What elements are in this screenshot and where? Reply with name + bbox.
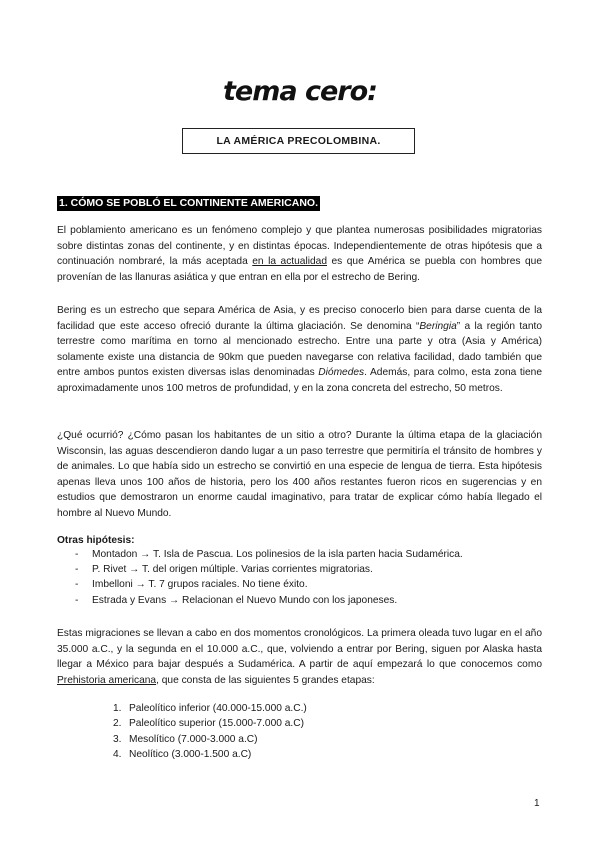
section-heading: 1. CÓMO SE POBLÓ EL CONTINENTE AMERICANO. — [59, 197, 319, 209]
list-item-text: P. Rivet → T. del origen múltiple. Varias corrientes migratorias. — [92, 564, 373, 576]
list-item — [75, 577, 545, 592]
p1-underlined: en la actualidad — [252, 256, 327, 268]
list-item-text: Neolítico (3.000-1.500 a.C) — [129, 749, 252, 761]
page-number: 1 — [534, 798, 540, 809]
p2-part2: ” a la región tanto terrestre como marítima en torno al mencionado estrecho. Entre una parte y otra (Asia y América) solamente existe una distancia de 90km que pueden navegarse con relativa facilidad, dado también que entre ambos puntos existen diversas islas denominadas — [57, 320, 542, 379]
subtitle-box — [182, 128, 415, 154]
list-number: 1. — [113, 703, 122, 714]
p2-italic-beringia: Beringia — [419, 320, 457, 332]
dash-bullet: - — [75, 549, 79, 560]
p5-text-before: Estas migraciones se llevan a cabo en dos momentos cronológicos. La primera oleada tuvo lugar en el año 35.000 a.C., y la segunda en el 10.000 a.C., que, volviendo a entrar por Bering, siguen por Alaska hasta llegar a México para bajar después a Sudamérica. A partir de aquí empezará lo que conocemos como — [57, 628, 542, 671]
list-item — [75, 562, 545, 577]
list-item — [113, 732, 307, 747]
list-item — [113, 701, 307, 716]
list-item-text: Paleolítico inferior (40.000-15.000 a.C.) — [129, 703, 307, 714]
list-number: 2. — [113, 718, 122, 730]
list-item — [113, 747, 307, 762]
etapas-list — [113, 701, 307, 763]
list-number: 3. — [113, 733, 122, 745]
p1-text-after: es que América se puebla con hombres que provenían de las llanuras asiática y que entran en ella por el estrecho de Bering. — [57, 256, 542, 283]
paragraph-poblamiento — [57, 223, 542, 285]
paragraph-bering — [57, 303, 542, 397]
list-number: 4. — [113, 749, 122, 761]
list-item — [75, 593, 545, 608]
list-item-text: Imbelloni → T. 7 grupos raciales. No tiene éxito. — [92, 579, 308, 591]
p2-part3: . Además, para colmo, esta zona tiene aproximadamente unos 100 metros de profundidad, y en la zona concreta del estrecho, 50 metros. — [57, 367, 542, 394]
dash-bullet: - — [75, 594, 79, 606]
p2-part1: Bering es un estrecho que separa América de Asia, y es preciso conocerlo bien para darse cuenta de la facilidad que este acceso ofreció durante la última glaciación. Se denomina “ — [57, 305, 542, 332]
page-title: tema cero: — [223, 76, 377, 107]
list-item — [113, 716, 307, 731]
list-item-text: Mesolítico (7.000-3.000 a.C) — [129, 733, 258, 745]
p5-underlined: Prehistoria americana — [57, 674, 157, 686]
dash-bullet: - — [75, 579, 79, 591]
p1-text-before: El poblamiento americano es un fenómeno complejo y que plantea numerosas posibilidades migratorias sobre distintas zonas del continente, y en distintas épocas. Independientemente de otras hipótesis que a continuación nombraré, la más aceptada — [57, 225, 542, 268]
p2-italic-diomedes: Diómedes — [318, 367, 365, 379]
subtitle-text: LA AMÉRICA PRECOLOMBINA. — [216, 135, 381, 147]
list-item-text: Montadon → T. Isla de Pascua. Los polinesios de la isla parten hacia Sudamérica. — [92, 549, 463, 560]
list-item-text: Paleolítico superior (15.000-7.000 a.C) — [129, 718, 304, 730]
hipotesis-list — [75, 547, 545, 608]
paragraph-que-ocurrio: ¿Qué ocurrió? ¿Cómo pasan los habitantes de un sitio a otro? Durante la última etapa de la glaciación Wisconsin, las aguas descendieron dando lugar a un paso terrestre que permitiría el tránsito de hombres y de animales. Lo que había sido un estrecho se convirtió en una especie de lengua de tierra. Esta hipótesis apenas lleva unos 100 años de historia, pero los 400 años restantes fueron ricos en sugerencias y en estudios que demostraron un enorme caudal imaginativo, para tratar de explicar cómo había llegado el hombre al Nuevo Mundo. — [57, 430, 542, 519]
otras-hipotesis-title: Otras hipótesis: — [57, 535, 135, 546]
list-item — [75, 547, 545, 562]
dash-bullet: - — [75, 564, 79, 576]
paragraph-migraciones — [57, 626, 542, 688]
list-item-text: Estrada y Evans → Relacionan el Nuevo Mundo con los japoneses. — [92, 594, 398, 606]
p5-text-after: , que consta de las siguientes 5 grandes etapas: — [156, 674, 375, 686]
